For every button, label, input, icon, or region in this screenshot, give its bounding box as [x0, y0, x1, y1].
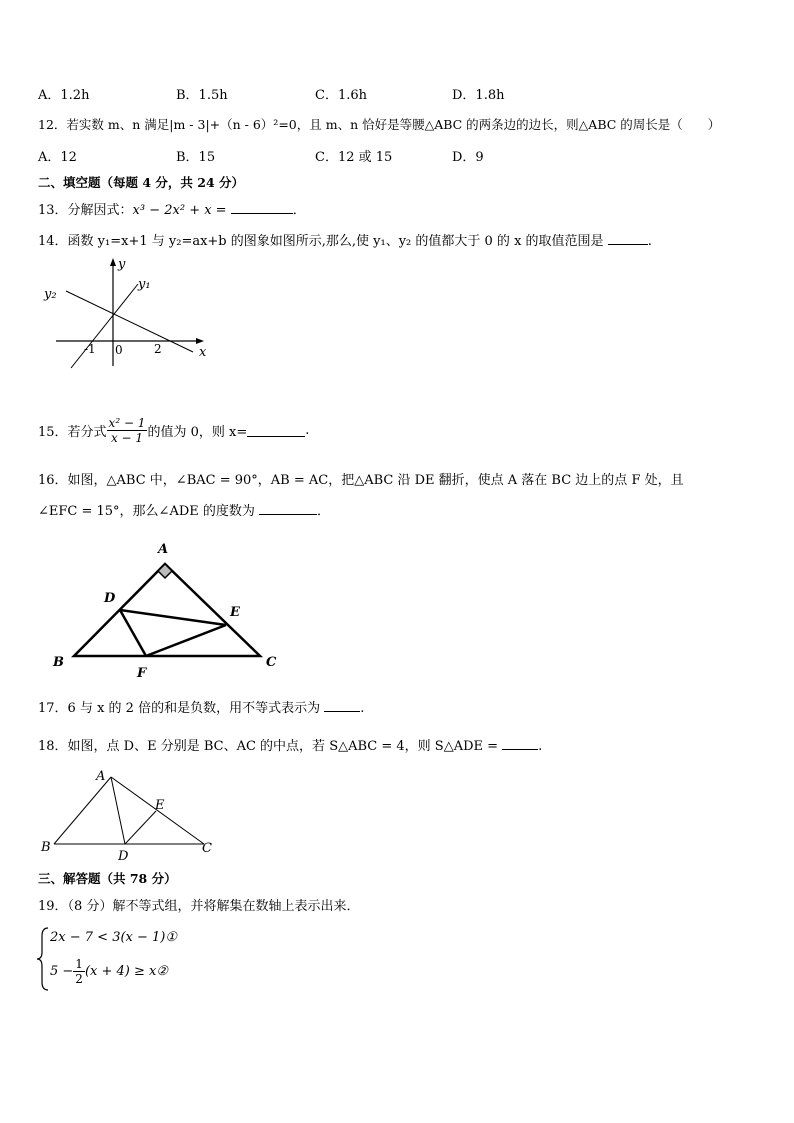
q14-y1-label: y₁: [138, 277, 151, 292]
q18-label-d: D: [118, 849, 129, 864]
q18-segment-ab: [54, 777, 111, 844]
q13-answer-blank[interactable]: [231, 201, 293, 214]
q13: 13．分解因式：x³ − 2x² + x = ．: [38, 203, 306, 218]
q16-label-e: E: [230, 605, 240, 620]
q16-label-c: C: [266, 655, 277, 670]
q17-answer-blank[interactable]: [324, 699, 360, 712]
q13-expr: x³ − 2x² + x =: [132, 203, 227, 218]
q14-y-label: y: [118, 257, 126, 272]
q15-numerator: x² − 1: [108, 415, 146, 430]
section-heading-fill-in: 二、填空题（每题 4 分，共 24 分）: [38, 175, 245, 190]
q16-label-f: F: [137, 666, 147, 681]
q16-label-d: D: [104, 591, 116, 606]
q16-segment-de: [120, 610, 226, 625]
q16-segment-df: [120, 610, 146, 656]
q12-option-b: B．15: [176, 150, 216, 165]
q18: 18．如图，点 D、E 分别是 BC、AC 的中点，若 S△ABC = 4，则 S△ADE = .: [38, 739, 543, 754]
q16-right-angle-mark: [158, 564, 172, 578]
q15-answer-blank[interactable]: [247, 424, 305, 437]
q18-label-e: E: [155, 798, 165, 813]
q16-line2: ∠EFC = 15°，那么∠ADE 的度数为: [38, 504, 255, 519]
q13-prefix: 13．分解因式：: [38, 203, 133, 218]
q14-y-arrow-icon: [110, 258, 116, 266]
q12-text: 12．若实数 m、n 满足|m - 3|+（n - 6）²=0，且 m、n 恰好是等腰△ABC 的两条边的边长，则△ABC 的周长是（ ）: [38, 117, 721, 132]
q16-triangle-figure: [48, 538, 288, 683]
q19-ineq2-post: (x + 4) ≥ x②: [84, 963, 168, 979]
q15-prefix: 15．若分式: [38, 424, 107, 440]
q16-label-b: B: [53, 655, 64, 670]
q19-ineq2-den: 2: [75, 971, 83, 986]
q16-answer-blank[interactable]: [259, 502, 317, 515]
q19-brace-icon: [36, 926, 50, 992]
q14-line-y1: [71, 284, 138, 368]
q19-ineq2-fraction: [73, 957, 85, 986]
q18-text: 18．如图，点 D、E 分别是 BC、AC 的中点，若 S△ABC = 4，则 S△ADE =: [38, 739, 499, 754]
q18-segment-ad: [111, 777, 125, 844]
q16-segment-fe: [146, 625, 226, 656]
q14: 14．函数 y₁=x+1 与 y₂=ax+b 的图象如图所示,那么,使 y₁、y₂ 的值都大于 0 的 x 的取值范围是 .: [38, 234, 652, 249]
q15-denominator: x − 1: [110, 430, 144, 445]
q11-option-b: B．1.5h: [176, 88, 228, 103]
q14-x-label: x: [199, 345, 207, 360]
q18-triangle-figure: [38, 764, 223, 864]
q12-option-a: A．12: [38, 150, 77, 165]
section-heading-answers: 三、解答题（共 78 分）: [38, 871, 177, 886]
q11-option-d: D．1.8h: [452, 88, 505, 103]
q19-text: 19．（8 分）解不等式组，并将解集在数轴上表示出来．: [38, 899, 360, 914]
q16-line1: 16．如图，△ABC 中，∠BAC = 90°，AB = AC，把△ABC 沿 DE 翻折，使点 A 落在 BC 边上的点 F 处，且: [38, 473, 684, 488]
q14-tick-neg1: -1: [84, 342, 96, 356]
q17-text: 17．6 与 x 的 2 倍的和是负数，用不等式表示为: [38, 701, 321, 716]
q15-suffix: 的值为 0，则 x=: [147, 424, 248, 440]
q14-y2-label: y₂: [44, 287, 57, 302]
q12-option-d: D．9: [452, 150, 484, 165]
q14-text: 14．函数 y₁=x+1 与 y₂=ax+b 的图象如图所示,那么,使 y₁、y₂ 的值都大于 0 的 x 的取值范围是: [38, 234, 604, 249]
q18-label-c: C: [202, 841, 212, 856]
q12-option-c: C．12 或 15: [315, 150, 393, 165]
q16-line2-wrap: ∠EFC = 15°，那么∠ADE 的度数为 ．: [38, 504, 331, 519]
q19-ineq2-pre: 5 −: [50, 963, 74, 979]
q19-inequality-1: 2x − 7 < 3(x − 1)①: [50, 930, 178, 945]
q14-tick-two: 2: [154, 342, 162, 356]
q14-answer-blank[interactable]: [608, 232, 648, 245]
q11-option-c: C．1.6h: [315, 88, 367, 103]
q17: 17．6 与 x 的 2 倍的和是负数，用不等式表示为 .: [38, 701, 365, 716]
q18-answer-blank[interactable]: [502, 737, 538, 750]
q16-label-a: A: [158, 542, 169, 557]
q19-inequality-2: [50, 953, 168, 989]
q15: 15．若分式 $\frac{\text{x² − 1}}{x - 1}$ 的值为 0，则 x= .: [38, 415, 310, 445]
q18-segment-de: [125, 811, 156, 844]
q18-label-b: B: [41, 840, 51, 855]
q14-function-graph: [38, 254, 218, 372]
q14-tick-zero: 0: [115, 343, 123, 357]
q18-label-a: A: [96, 769, 106, 784]
q11-option-a: A．1.2h: [38, 88, 90, 103]
q19-ineq2-num: 1: [75, 956, 83, 971]
q15-fraction: [107, 416, 148, 445]
q14-x-arrow-icon: [196, 338, 204, 344]
